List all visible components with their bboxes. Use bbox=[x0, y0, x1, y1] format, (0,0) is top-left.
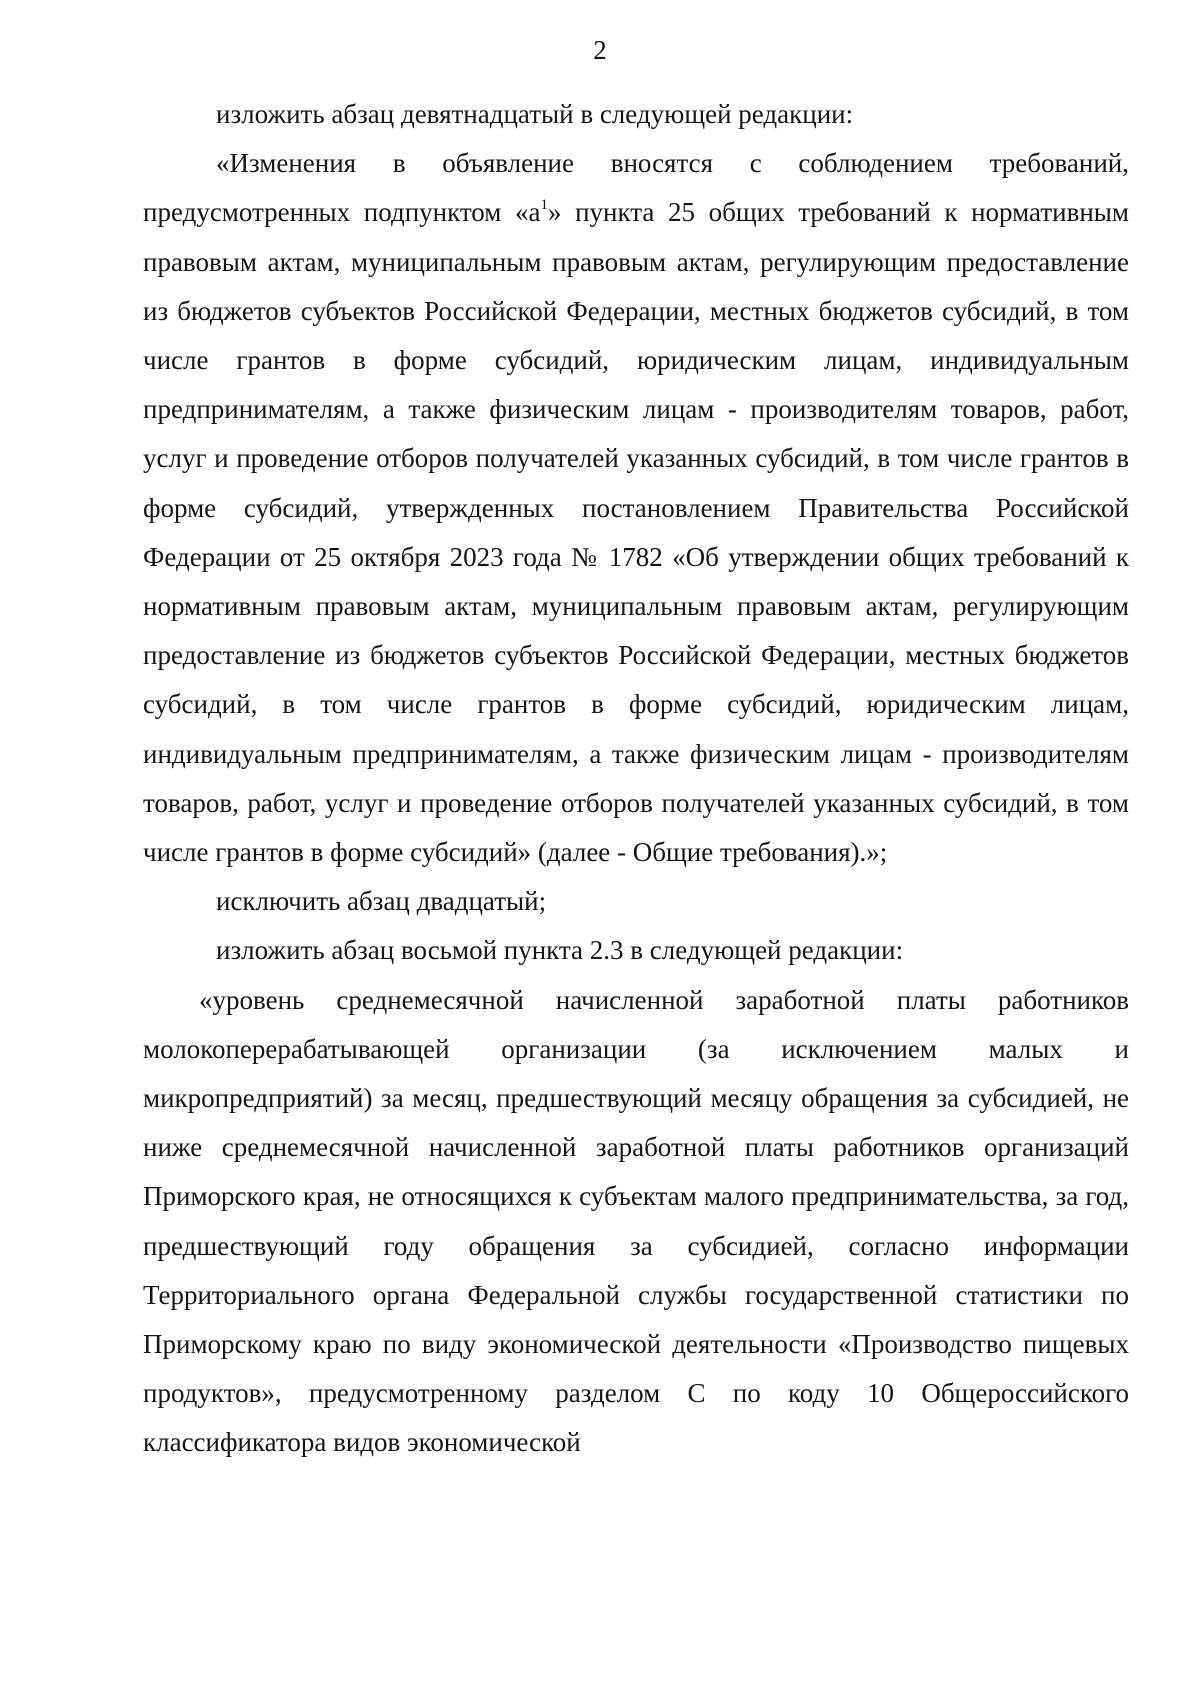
superscript-marker: 1 bbox=[540, 197, 548, 214]
document-body bbox=[143, 90, 1129, 1468]
paragraph-instruction-2-3: изложить абзац восьмой пункта 2.3 в следующей редакции: bbox=[216, 935, 904, 966]
page-number: 2 bbox=[593, 35, 607, 65]
paragraph-salary-level: «уровень среднемесячной начисленной заработной платы работников молокоперерабатывающей организации (за исключением малых и микропредприятий) за месяц, предшествующий месяцу обращения за субсидией, не ниже среднемесячной начисленной заработной платы работников организаций Приморского края, не относящихся к субъектам малого предпринимательства, за год, предшествующий году обращения за субсидией, согласно информации Территориального органа Федеральной службы государственной статистики по Приморскому краю по виду экономической деятельности «Производство пищевых продуктов», предусмотренному разделом С по коду 10 Общероссийского классификатора видов экономической bbox=[143, 984, 1129, 1458]
quoted-amendment-part-2: » пункта 25 общих требований к нормативным правовым актам, муниципальным правовым актам, регулирующим предоставление из бюджетов субъектов Российской Федерации, местных бюджетов субсидий, в том числе грантов в форме субсидий, юридическим лицам, индивидуальным предпринимателям, а также физическим лицам - производителям товаров, работ, услуг и проведение отборов получателей указанных субсидий, в том числе грантов в форме субсидий, утвержденных постановлением Правительства Российской Федерации от 25 октября 2023 года № 1782 «Об утверждении общих требований к нормативным правовым актам, муниципальным правовым актам, регулирующим предоставление из бюджетов субъектов Российской Федерации, местных бюджетов субсидий, в том числе грантов в форме субсидий, юридическим лицам, индивидуальным предпринимателям, а также физическим лицам - производителям товаров, работ, услуг и проведение отборов получателей указанных субсидий, в том числе грантов в форме субсидий» (далее - Общие требования).»; bbox=[143, 197, 1130, 868]
paragraph-instruction-19: изложить абзац девятнадцатый в следующей редакции: bbox=[216, 99, 854, 129]
quoted-amendment-part-1: «Изменения в объявление вносятся с соблюдением требований, предусмотренных подпунктом «а bbox=[143, 148, 1129, 228]
paragraph-exclude-20: исключить абзац двадцатый; bbox=[216, 886, 547, 917]
paragraph-quoted-amendment bbox=[143, 139, 1129, 877]
